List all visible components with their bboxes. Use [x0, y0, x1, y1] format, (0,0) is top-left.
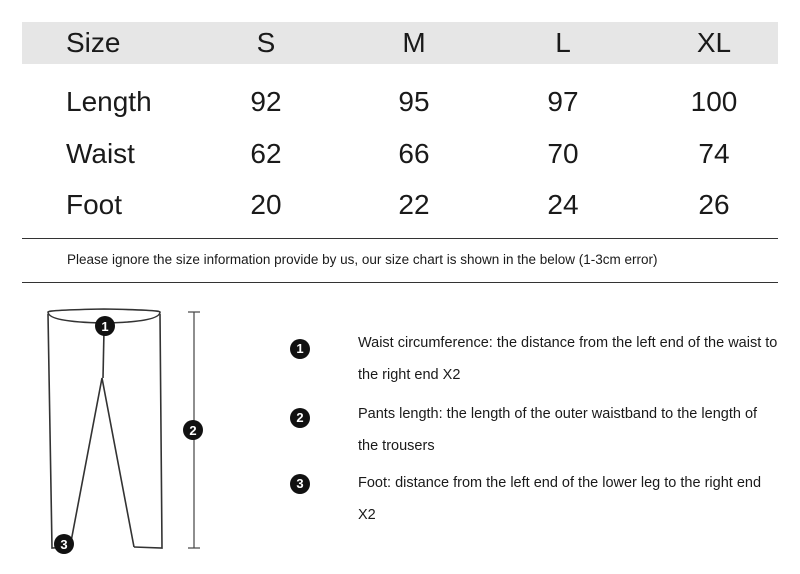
svg-text:3: 3 — [60, 537, 68, 552]
length-m: 95 — [398, 86, 430, 117]
row-length-label: Length — [66, 86, 152, 117]
header-size-xl: XL — [696, 27, 732, 58]
legend-text-2: Pants length: the length of the outer waistband to the length of the trousers — [358, 406, 758, 454]
waist-xl: 74 — [698, 138, 730, 169]
length-s: 92 — [250, 86, 282, 117]
foot-xl: 26 — [698, 189, 730, 220]
legend-text-1: Waist circumference: the distance from the left end of the waist to the right end X2 — [358, 335, 778, 383]
size-note: Please ignore the size information provide by us, our size chart is shown in the below (1-3cm error) — [67, 252, 658, 267]
divider-top — [22, 238, 778, 239]
pants-outline — [48, 309, 162, 548]
length-l: 97 — [547, 86, 579, 117]
length-xl: 100 — [690, 86, 738, 117]
header-size-label: Size — [66, 27, 121, 58]
legend-text-3: Foot: distance from the left end of the lower leg to the right end X2 — [358, 475, 762, 523]
marker-3-icon — [54, 534, 74, 554]
marker-2-icon — [183, 420, 203, 440]
foot-m: 22 — [398, 189, 430, 220]
marker-1-icon — [95, 316, 115, 336]
waist-m: 66 — [398, 138, 430, 169]
table-header-row — [22, 22, 778, 64]
number-2-icon: 2 — [290, 408, 310, 428]
svg-text:2: 2 — [189, 423, 197, 438]
header-size-m: M — [402, 27, 426, 58]
foot-l: 24 — [547, 189, 579, 220]
pants-diagram — [0, 290, 260, 574]
number-1-icon: 1 — [290, 339, 310, 359]
divider-bottom — [22, 282, 778, 283]
row-waist-label: Waist — [66, 138, 135, 169]
header-size-l: L — [555, 27, 571, 58]
number-3-icon: 3 — [290, 474, 310, 494]
row-foot-label: Foot — [66, 189, 123, 220]
foot-s: 20 — [250, 189, 282, 220]
svg-text:1: 1 — [101, 319, 109, 334]
waist-s: 62 — [250, 138, 282, 169]
waist-l: 70 — [547, 138, 579, 169]
header-size-s: S — [256, 27, 276, 58]
